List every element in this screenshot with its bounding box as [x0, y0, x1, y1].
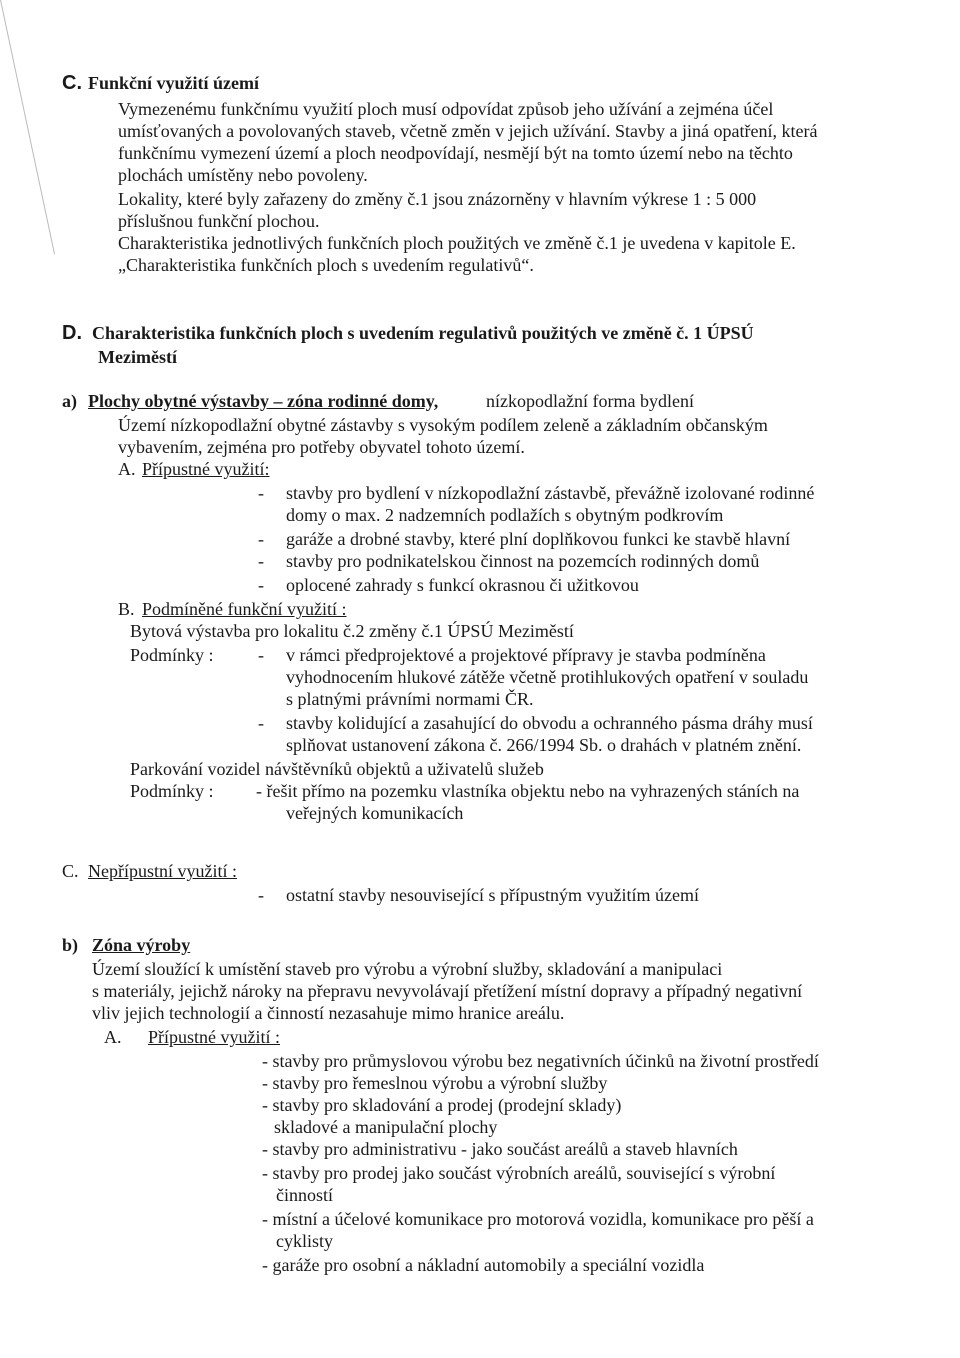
list-item: - stavby pro administrativu - jako součást areálů a staveb hlavních [262, 1139, 738, 1159]
sub-a-title-rest: nízkopodlažní forma bydlení [486, 391, 694, 411]
conditions-label: Podmínky : [130, 645, 214, 665]
list-item-cont: činností [276, 1185, 333, 1205]
sub-a-conditional-title: Podmíněné funkční využití : [142, 599, 347, 619]
sub-a-intro: vybavením, zejména pro potřeby obyvatel tohoto území. [118, 437, 525, 457]
permitted-item-cont: domy o max. 2 nadzemních podlažích s obytným podkrovím [286, 505, 724, 525]
section-c-line: umísťovaných a povolovaných staveb, včetně změn v jejich užívání. Stavby a jiná opatření, která [118, 121, 818, 141]
sub-a-conditional-label: B. [118, 599, 135, 619]
list-item-cont: cyklisty [276, 1231, 333, 1251]
section-c-line: Vymezenému funkčnímu využití ploch musí odpovídat způsob jeho užívání a zejména účel [118, 99, 774, 119]
list-item: - místní a účelové komunikace pro motorová vozidla, komunikace pro pěší a [262, 1209, 814, 1229]
sub-b-letter: b) [62, 935, 79, 955]
section-c-line: příslušnou funkční plochou. [118, 211, 320, 231]
sub-a-forbidden-title: Nepřípustní využití : [88, 861, 237, 881]
condition-item: stavby kolidující a zasahující do obvodu a ochranného pásma dráhy musí [286, 713, 813, 733]
parking-conditions-label: Podmínky : [130, 781, 214, 801]
sub-a-title: Plochy obytné výstavby – zóna rodinné domy, [88, 391, 439, 411]
sub-b-intro: vliv jejich technologií a činností nezasahuje mimo hranice areálu. [92, 1003, 565, 1023]
list-item: - stavby pro skladování a prodej (prodejní sklady) [262, 1095, 622, 1115]
condition-item-cont: vyhodnocením hlukové zátěže včetně protihlukových opatření v souladu [286, 667, 809, 687]
paper-crease [0, 0, 55, 254]
list-item: - stavby pro prodej jako součást výrobních areálů, související s výrobní [262, 1163, 776, 1183]
sub-b-permitted-label: A. [104, 1027, 122, 1047]
forbidden-item: ostatní stavby nesouvisející s přípustným využitím území [286, 885, 699, 905]
section-d-letter: D. [62, 322, 82, 344]
sub-b-permitted-title: Přípustné využití : [148, 1027, 280, 1047]
permitted-item: garáže a drobné stavby, které plní doplňkovou funkci ke stavbě hlavní [286, 529, 791, 549]
conditional-line: Bytová výstavba pro lokalitu č.2 změny č.1 ÚPSÚ Meziměstí [130, 621, 574, 641]
bullet-dash: - [258, 713, 264, 733]
parking-condition-cont: veřejných komunikacích [286, 803, 464, 823]
sub-a-intro: Území nízkopodlažní obytné zástavby s vysokým podílem zeleně a základním občanským [118, 415, 768, 435]
sub-b-intro: Území sloužící k umístění staveb pro výrobu a výrobní služby, skladování a manipulaci [92, 959, 723, 979]
section-c-line: funkčnímu vymezení území a ploch neodpovídají, nesmějí být na tomto území nebo na těchto [118, 143, 793, 163]
parking-condition: - řešit přímo na pozemku vlastníka objektu nebo na vyhrazených stáních na [256, 781, 800, 801]
sub-a-forbidden-label: C. [62, 861, 79, 881]
section-c-line: plochách umístěny nebo povoleny. [118, 165, 368, 185]
section-d-title-cont: Meziměstí [98, 347, 177, 367]
condition-item-cont: s platnými právními normami ČR. [286, 689, 534, 709]
bullet-dash: - [258, 885, 264, 905]
condition-item-cont: splňovat ustanovení zákona č. 266/1994 Sb. o drahách v platném znění. [286, 735, 802, 755]
list-item: - garáže pro osobní a nákladní automobily a speciální vozidla [262, 1255, 705, 1275]
bullet-dash: - [258, 529, 264, 549]
section-c-title: Funkční využití území [88, 73, 260, 93]
section-c-letter: C. [62, 72, 82, 94]
section-d-title: Charakteristika funkčních ploch s uvedením regulativů použitých ve změně č. 1 ÚPSÚ [92, 323, 754, 343]
list-item: - stavby pro průmyslovou výrobu bez negativních účinků na životní prostředí [262, 1051, 819, 1071]
permitted-item: stavby pro bydlení v nízkopodlažní zástavbě, převážně izolované rodinné [286, 483, 815, 503]
section-c-line: Lokality, které byly zařazeny do změny č.1 jsou znázorněny v hlavním výkrese 1 : 5 000 [118, 189, 757, 209]
sub-b-title: Zóna výroby [92, 935, 191, 955]
bullet-dash: - [258, 551, 264, 571]
sub-a-letter: a) [62, 391, 77, 411]
list-item: - stavby pro řemeslnou výrobu a výrobní služby [262, 1073, 608, 1093]
permitted-item: stavby pro podnikatelskou činnost na pozemcích rodinných domů [286, 551, 760, 571]
list-item-cont: skladové a manipulační plochy [274, 1117, 498, 1137]
sub-a-permitted-title: Přípustné využití: [142, 459, 270, 479]
permitted-item: oplocené zahrady s funkcí okrasnou či užitkovou [286, 575, 639, 595]
sub-b-intro: s materiály, jejichž nároky na přepravu nevyvolávají přetížení místní dopravy a případný negativní [92, 981, 803, 1001]
section-c-line: Charakteristika jednotlivých funkčních ploch použitých ve změně č.1 je uvedena v kapitole E. [118, 233, 796, 253]
condition-item: v rámci předprojektové a projektové přípravy je stavba podmíněna [286, 645, 766, 665]
bullet-dash: - [258, 645, 264, 665]
parking-line: Parkování vozidel návštěvníků objektů a uživatelů služeb [130, 759, 544, 779]
sub-a-permitted-label: A. [118, 459, 136, 479]
bullet-dash: - [258, 575, 264, 595]
section-c-line: „Charakteristika funkčních ploch s uvedením regulativů“. [118, 255, 534, 275]
bullet-dash: - [258, 483, 264, 503]
